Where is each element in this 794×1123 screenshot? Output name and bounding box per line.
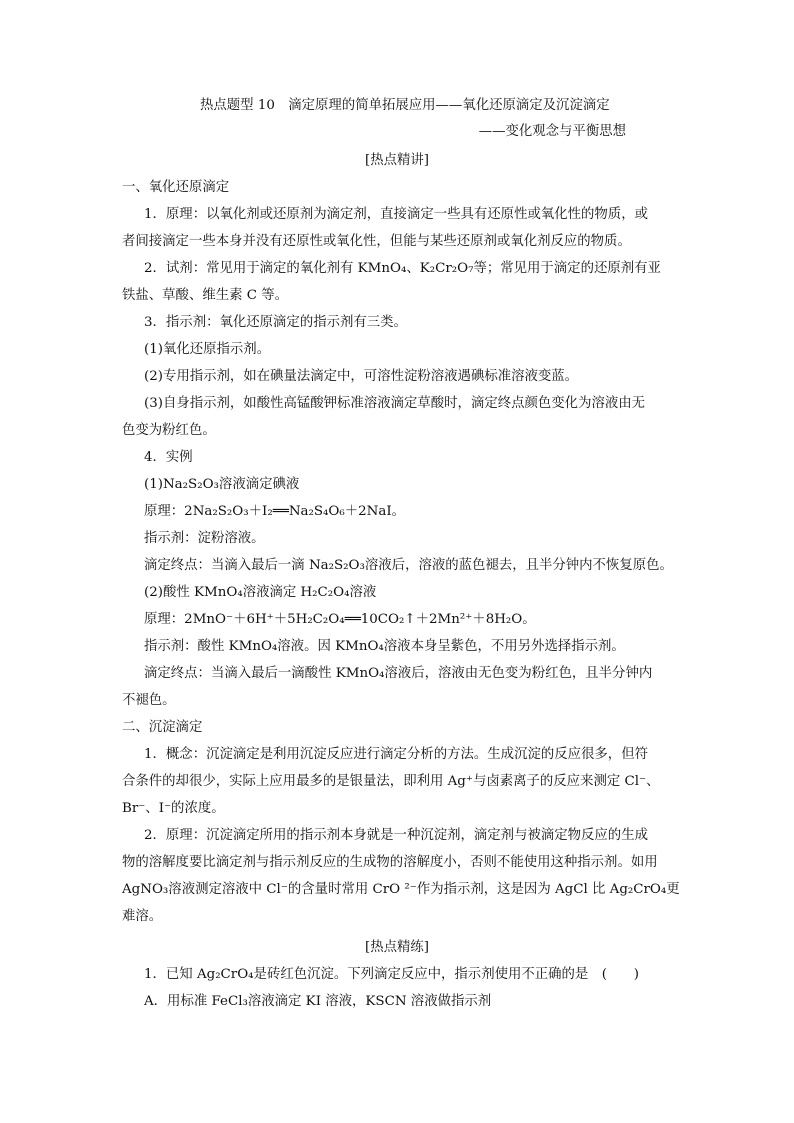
heading-precipitation-titration: 二、沉淀滴定 — [122, 720, 203, 735]
text-line: 指示剂：淀粉溶液。 — [144, 531, 265, 546]
text-line: 色变为粉红色。 — [122, 423, 216, 438]
text-line: 不褪色。 — [122, 693, 176, 708]
text-line: (1)氧化还原指示剂。 — [144, 342, 271, 357]
text-line: 合条件的却很少，实际上应用最多的是银量法，即利用 Ag⁺与卤素离子的反应来测定 Cl⁻、 — [122, 774, 660, 789]
text-line: 滴定终点：当滴入最后一滴酸性 KMnO₄溶液后，溶液由无色变为粉红色，且半分钟内 — [144, 666, 653, 681]
section-label-practice: [热点精练] — [364, 940, 429, 955]
text-line: 2．试剂：常见用于滴定的氧化剂有 KMnO₄、K₂Cr₂O₇等；常见用于滴定的还原剂有亚 — [144, 261, 661, 276]
text-line: (1)Na₂S₂O₃溶液滴定碘液 — [144, 477, 300, 492]
text-line: (2)酸性 KMnO₄溶液滴定 H₂C₂O₄溶液 — [144, 585, 377, 600]
text-line: 铁盐、草酸、维生素 C 等。 — [122, 288, 289, 303]
text-line: 难溶。 — [122, 909, 163, 924]
text-line: AgNO₃溶液测定溶液中 Cl⁻的含量时常用 CrO ²⁻作为指示剂，这是因为 AgCl 比 Ag₂CrO₄更 — [122, 882, 680, 897]
section-label-lecture: [热点精讲] — [364, 153, 429, 168]
text-line: 1．原理：以氧化剂或还原剂为滴定剂，直接滴定一些具有还原性或氧化性的物质，或 — [144, 207, 648, 222]
text-line: 滴定终点：当滴入最后一滴 Na₂S₂O₃溶液后，溶液的蓝色褪去，且半分钟内不恢复原色。 — [144, 558, 673, 573]
text-line: 指示剂：酸性 KMnO₄溶液。因 KMnO₄溶液本身呈紫色，不用另外选择指示剂。 — [144, 639, 625, 654]
doc-subtitle: ——变化观念与平衡思想 — [478, 124, 626, 139]
text-line: (2)专用指示剂，如在碘量法滴定中，可溶性淀粉溶液遇碘标准溶液变蓝。 — [144, 369, 579, 384]
text-line: 者间接滴定一些本身并没有还原性或氧化性，但能与某些还原剂或氧化剂反应的物质。 — [122, 234, 631, 249]
doc-title: 热点题型 10 滴定原理的简单拓展应用——氧化还原滴定及沉淀滴定 — [200, 98, 610, 113]
text-line: 4．实例 — [144, 450, 193, 465]
text-line: 物的溶解度要比滴定剂与指示剂反应的生成物的溶解度小，否则不能使用这种指示剂。如用 — [122, 855, 658, 870]
equation-line: 原理：2Na₂S₂O₃＋I₂══Na₂S₄O₆＋2NaI。 — [144, 504, 406, 519]
text-line: Br⁻、I⁻的浓度。 — [122, 801, 225, 816]
text-line: 1．概念：沉淀滴定是利用沉淀反应进行滴定分析的方法。生成沉淀的反应很多，但符 — [144, 747, 648, 762]
text-line: 2．原理：沉淀滴定所用的指示剂本身就是一种沉淀剂，滴定剂与被滴定物反应的生成 — [144, 828, 648, 843]
text-line: 3．指示剂：氧化还原滴定的指示剂有三类。 — [144, 315, 407, 330]
equation-line: 原理：2MnO⁻＋6H⁺＋5H₂C₂O₄══10CO₂↑＋2Mn²⁺＋8H₂O。 — [144, 612, 536, 627]
option-line: A．用标准 FeCl₃溶液滴定 KI 溶液，KSCN 溶液做指示剂 — [144, 994, 492, 1009]
text-line: (3)自身指示剂，如酸性高锰酸钾标准溶液滴定草酸时，滴定终点颜色变化为溶液由无 — [144, 396, 646, 411]
question-line: 1．已知 Ag₂CrO₄是砖红色沉淀。下列滴定反应中，指示剂使用不正确的是 ( ) — [144, 967, 639, 982]
heading-redox-titration: 一、氧化还原滴定 — [122, 180, 230, 195]
